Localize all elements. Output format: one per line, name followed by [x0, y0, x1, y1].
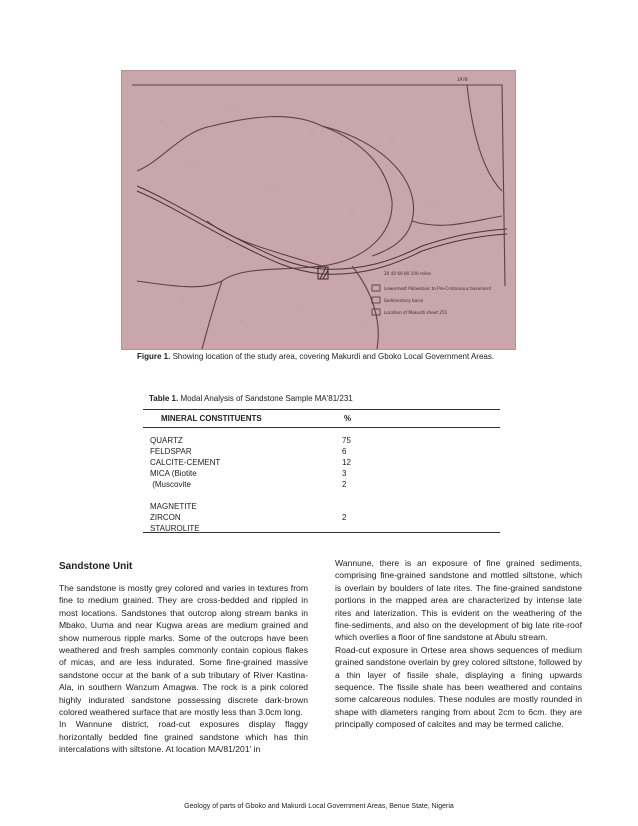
table-mineral-column: QUARTZ FELDSPAR CALCITE-CEMENT MICA (Biotite (Muscovite MAGNETITE ZIRCON STAUROLITE	[150, 436, 221, 533]
figure-caption	[137, 351, 509, 362]
left-column	[59, 582, 308, 756]
table-header-percent: %	[344, 414, 352, 423]
right-column	[335, 557, 582, 731]
table-title: Modal Analysis of Sandstone Sample MA'81/231	[180, 394, 353, 403]
table-header-rule	[143, 427, 500, 428]
table-percent-column: 75 6 12 3 2 2	[342, 436, 351, 522]
map-scale-label: 20 40 60 80 100 miles	[384, 271, 432, 276]
table-bottom-rule	[143, 532, 500, 533]
paragraph: Road-cut exposure in Ortese area shows sequences of medium grained sandstone overlain by grey colored siltstone, followed by a thin layer of fissile shale, displaying a fining upwards sequence. The fissile shale has been weathered and contains some calcareous nodules. These nodules are mostly rounded in shape with diameters ranging from about 2cm to 6cm. they are principally composed of calcites and may be termed caliche.	[335, 644, 582, 730]
paragraph: The sandstone is mostly grey colored and varies in textures from fine to medium grained. They are cross-bedded and rippled in most locations. Sandstones that outcrop along stream banks in Mbako, Uuma and near Kugwa areas are medium grained and show numerous ripple marks. Some of the outcrops have been weathered and fresh samples commonly contain copious flakes of micas, and are less indurated. Some fine-grained massive sandstone occur at the bank of a sub tributary of River Kastina-Ala, in southern Wanzum Amagwa. The rock is a pink colored highly indurated sandstone possessing discrete dark-brown colored weathered surface that are mostly less than 3.0cm long.	[59, 583, 308, 718]
map-corner-note: 1978	[457, 77, 468, 82]
map-legend-basement: Lowermost Palaeozoic to Pre-Cretaceous basement	[384, 286, 492, 291]
figure-label: Figure 1.	[137, 352, 171, 361]
map-legend-sedimentary: Sedimentary basin	[384, 298, 424, 303]
paragraph: In Wannune district, road-cut exposures display flaggy horizontally bedded fine grained sandstone which has thin intercalations with siltstone. At location MA/81/201' in	[59, 719, 308, 755]
location-map	[121, 70, 516, 350]
table-caption	[149, 394, 353, 403]
table-label: Table 1.	[149, 394, 179, 403]
figure-caption-text: Showing location of the study area, covering Makurdi and Gboko Local Government Areas.	[172, 352, 495, 361]
map-drawing	[122, 71, 515, 349]
map-legend-location: Location of Makurdi sheet 251	[384, 310, 448, 315]
section-title: Sandstone Unit	[59, 561, 133, 572]
table-header-minerals: MINERAL CONSTITUENTS	[161, 414, 262, 423]
paragraph: Wannune, there is an exposure of fine grained sediments, comprising fine-grained sandstone and mottled siltstone, which is overlain by boulders of late rites. The fine-grained sandstone portions in the mapped area are characterized by intense late rites and laterization. This is evident on the weathering of the fine-sediments, and also on the development of big late rite-roof which overlies a floor of fine sandstone at Abulu stream.	[335, 558, 582, 643]
page-footer: Geology of parts of Gboko and Makurdi Local Government Areas, Benue State, Nigeria	[184, 803, 454, 810]
table-top-rule	[143, 409, 500, 410]
